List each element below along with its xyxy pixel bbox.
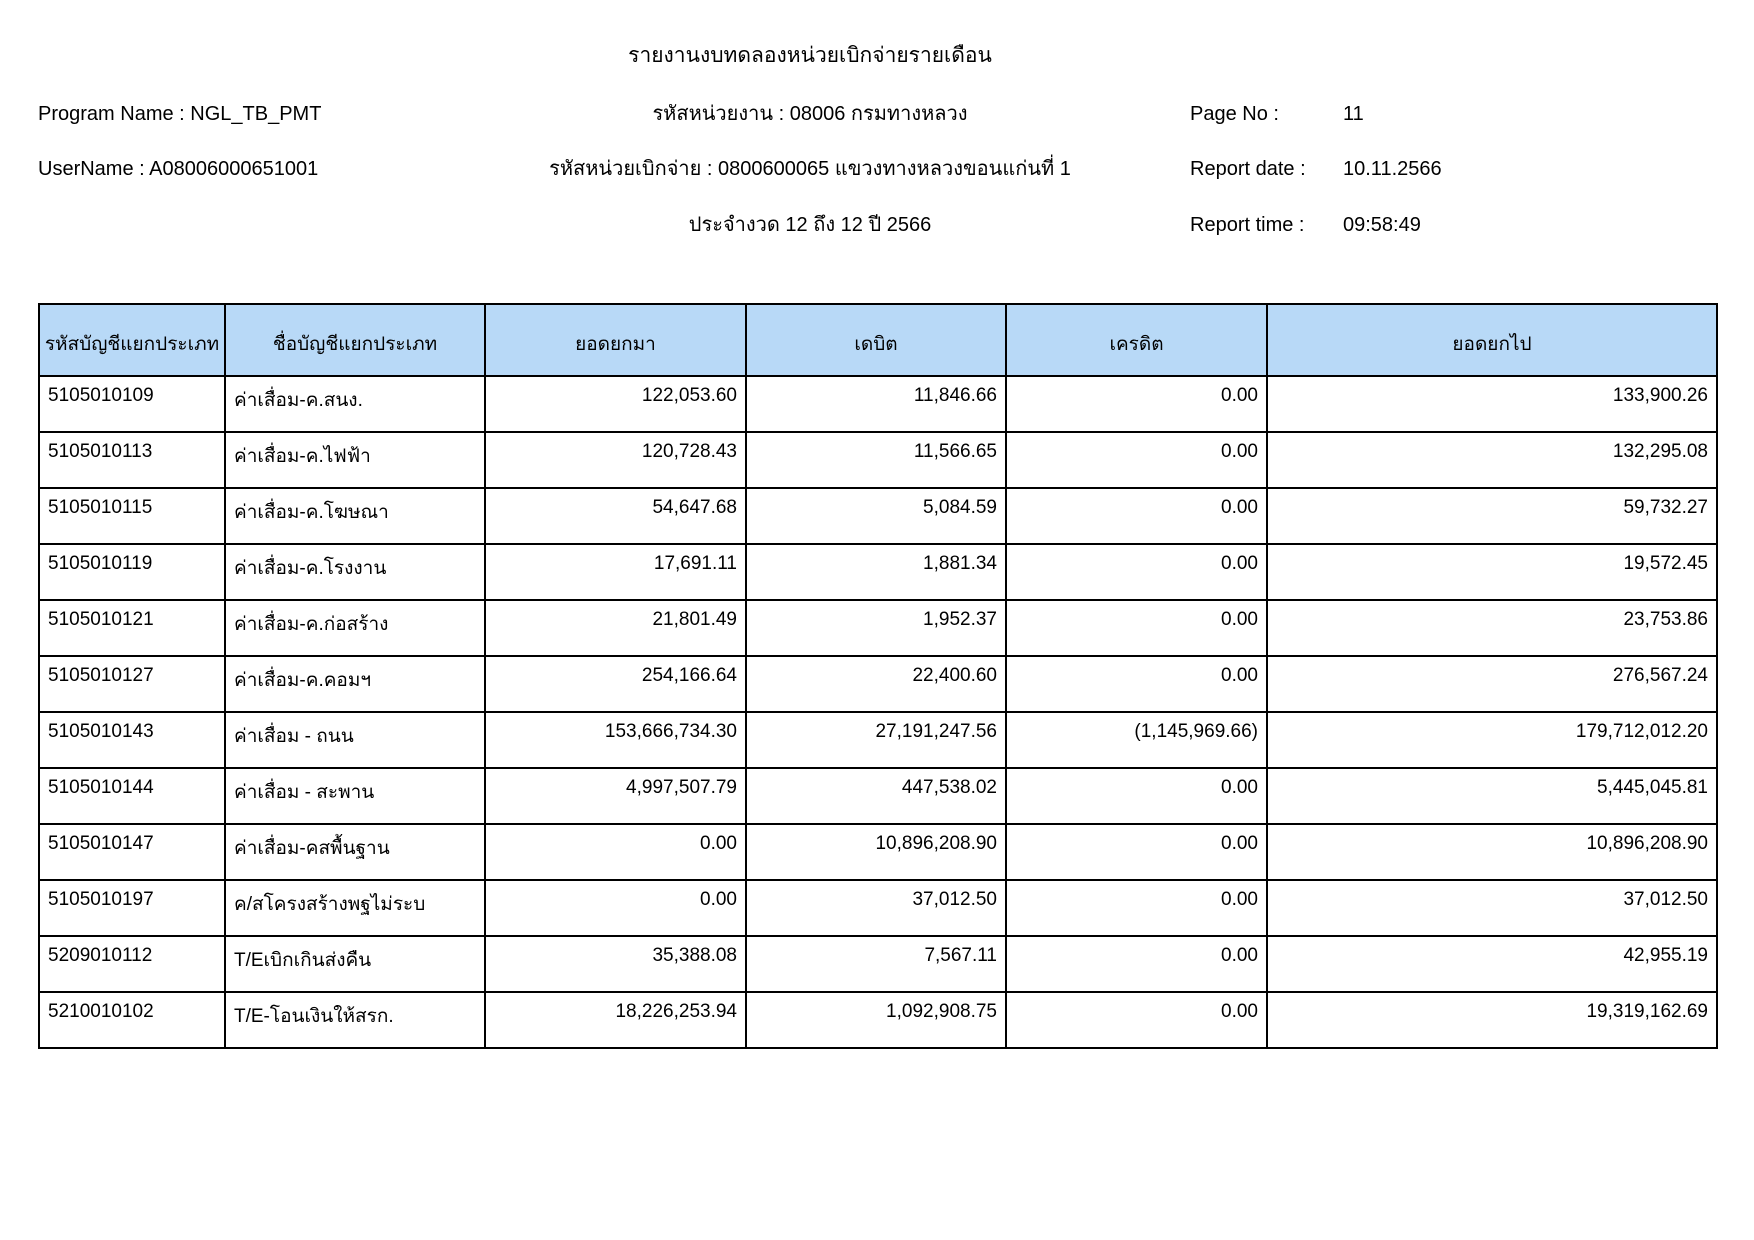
cell-account-name: T/E-โอนเงินให้สรก. [225, 992, 485, 1048]
table-row [39, 992, 1717, 1048]
cell-account-code: 5210010102 [39, 992, 225, 1048]
agency-line: รหัสหน่วยงาน : 08006 กรมทางหลวง [652, 103, 968, 125]
cell-account-code: 5105010115 [39, 488, 225, 544]
table-row [39, 432, 1717, 488]
username-label: UserName : [38, 158, 145, 180]
cell-credit: 0.00 [1006, 544, 1267, 600]
cell-account-name: ค่าเสื่อม-ค.โรงงาน [225, 544, 485, 600]
cell-account-code: 5105010143 [39, 712, 225, 768]
program-name-value: NGL_TB_PMT [190, 103, 322, 125]
cell-account-code: 5105010119 [39, 544, 225, 600]
cell-balance-brought-forward: 4,997,507.79 [485, 768, 746, 824]
cell-account-name: ค่าเสื่อม - ถนน [225, 712, 485, 768]
cell-debit: 1,092,908.75 [746, 992, 1006, 1048]
cell-credit: 0.00 [1006, 600, 1267, 656]
cell-balance-carried-forward: 276,567.24 [1267, 656, 1717, 712]
page-no-value: 11 [1343, 103, 1364, 125]
cell-credit: 0.00 [1006, 432, 1267, 488]
column-header-balance-brought-forward: ยอดยกมา [485, 304, 746, 376]
cell-debit: 22,400.60 [746, 656, 1006, 712]
column-header-debit: เดบิต [746, 304, 1006, 376]
cell-credit: 0.00 [1006, 936, 1267, 992]
cell-debit: 447,538.02 [746, 768, 1006, 824]
cell-balance-carried-forward: 19,572.45 [1267, 544, 1717, 600]
cell-account-code: 5105010144 [39, 768, 225, 824]
cell-balance-brought-forward: 35,388.08 [485, 936, 746, 992]
cell-account-code: 5209010112 [39, 936, 225, 992]
cell-balance-carried-forward: 5,445,045.81 [1267, 768, 1717, 824]
cell-account-name: ค่าเสื่อม-ค.สนง. [225, 376, 485, 432]
cell-balance-brought-forward: 21,801.49 [485, 600, 746, 656]
column-header-account-code: รหัสบัญชีแยกประเภท [39, 304, 225, 376]
cell-balance-brought-forward: 122,053.60 [485, 376, 746, 432]
cell-balance-brought-forward: 120,728.43 [485, 432, 746, 488]
cell-account-name: ค/สโครงสร้างพฐไม่ระบ [225, 880, 485, 936]
table-header-row [39, 304, 1717, 376]
table-row [39, 656, 1717, 712]
cell-account-code: 5105010121 [39, 600, 225, 656]
column-header-account-name: ชื่อบัญชีแยกประเภท [225, 304, 485, 376]
cell-credit: 0.00 [1006, 376, 1267, 432]
cell-balance-carried-forward: 59,732.27 [1267, 488, 1717, 544]
cell-account-name: T/Eเบิกเกินส่งคืน [225, 936, 485, 992]
cell-balance-carried-forward: 132,295.08 [1267, 432, 1717, 488]
cell-credit: (1,145,969.66) [1006, 712, 1267, 768]
cell-balance-carried-forward: 133,900.26 [1267, 376, 1717, 432]
cell-balance-brought-forward: 54,647.68 [485, 488, 746, 544]
cell-account-code: 5105010197 [39, 880, 225, 936]
cell-debit: 27,191,247.56 [746, 712, 1006, 768]
period-line: ประจำงวด 12 ถึง 12 ปี 2566 [688, 214, 932, 236]
cell-balance-brought-forward: 0.00 [485, 824, 746, 880]
cell-account-name: ค่าเสื่อม-คสพื้นฐาน [225, 824, 485, 880]
cell-debit: 5,084.59 [746, 488, 1006, 544]
cell-account-name: ค่าเสื่อม-ค.โฆษณา [225, 488, 485, 544]
table-row [39, 880, 1717, 936]
cell-debit: 11,846.66 [746, 376, 1006, 432]
cell-debit: 10,896,208.90 [746, 824, 1006, 880]
cell-balance-brought-forward: 18,226,253.94 [485, 992, 746, 1048]
cell-debit: 11,566.65 [746, 432, 1006, 488]
cell-account-name: ค่าเสื่อม-ค.คอมฯ [225, 656, 485, 712]
table-row [39, 768, 1717, 824]
column-header-credit: เครดิต [1006, 304, 1267, 376]
cell-balance-carried-forward: 179,712,012.20 [1267, 712, 1717, 768]
report-title: รายงานงบทดลองหน่วยเบิกจ่ายรายเดือน [628, 44, 992, 67]
table-row [39, 544, 1717, 600]
table-row [39, 376, 1717, 432]
report-time-label: Report time : [1190, 214, 1305, 236]
cell-credit: 0.00 [1006, 824, 1267, 880]
report-date-value: 10.11.2566 [1343, 158, 1442, 180]
cell-debit: 37,012.50 [746, 880, 1006, 936]
report-date-label: Report date : [1190, 158, 1306, 180]
cell-balance-carried-forward: 10,896,208.90 [1267, 824, 1717, 880]
table-row [39, 600, 1717, 656]
program-name-label: Program Name : [38, 103, 185, 125]
cell-account-code: 5105010127 [39, 656, 225, 712]
cell-account-name: ค่าเสื่อม-ค.ก่อสร้าง [225, 600, 485, 656]
cell-credit: 0.00 [1006, 488, 1267, 544]
disbursement-unit-line: รหัสหน่วยเบิกจ่าย : 0800600065 แขวงทางหลวงขอนแก่นที่ 1 [549, 158, 1071, 180]
table-body [39, 376, 1717, 1048]
cell-credit: 0.00 [1006, 656, 1267, 712]
report-time-value: 09:58:49 [1343, 214, 1421, 236]
cell-balance-carried-forward: 19,319,162.69 [1267, 992, 1717, 1048]
table-row [39, 488, 1717, 544]
cell-balance-brought-forward: 254,166.64 [485, 656, 746, 712]
username-value: A08006000651001 [149, 158, 319, 180]
column-header-balance-carried-forward: ยอดยกไป [1267, 304, 1717, 376]
trial-balance-table [38, 303, 1718, 1049]
cell-balance-brought-forward: 0.00 [485, 880, 746, 936]
cell-account-code: 5105010109 [39, 376, 225, 432]
cell-credit: 0.00 [1006, 768, 1267, 824]
cell-account-code: 5105010147 [39, 824, 225, 880]
cell-credit: 0.00 [1006, 880, 1267, 936]
cell-credit: 0.00 [1006, 992, 1267, 1048]
cell-balance-brought-forward: 153,666,734.30 [485, 712, 746, 768]
cell-balance-brought-forward: 17,691.11 [485, 544, 746, 600]
cell-balance-carried-forward: 37,012.50 [1267, 880, 1717, 936]
cell-account-code: 5105010113 [39, 432, 225, 488]
cell-account-name: ค่าเสื่อม-ค.ไฟฟ้า [225, 432, 485, 488]
page-no-label: Page No : [1190, 103, 1279, 125]
cell-debit: 1,952.37 [746, 600, 1006, 656]
cell-account-name: ค่าเสื่อม - สะพาน [225, 768, 485, 824]
cell-debit: 1,881.34 [746, 544, 1006, 600]
table-row [39, 824, 1717, 880]
table-row [39, 936, 1717, 992]
cell-debit: 7,567.11 [746, 936, 1006, 992]
cell-balance-carried-forward: 42,955.19 [1267, 936, 1717, 992]
cell-balance-carried-forward: 23,753.86 [1267, 600, 1717, 656]
table-row [39, 712, 1717, 768]
